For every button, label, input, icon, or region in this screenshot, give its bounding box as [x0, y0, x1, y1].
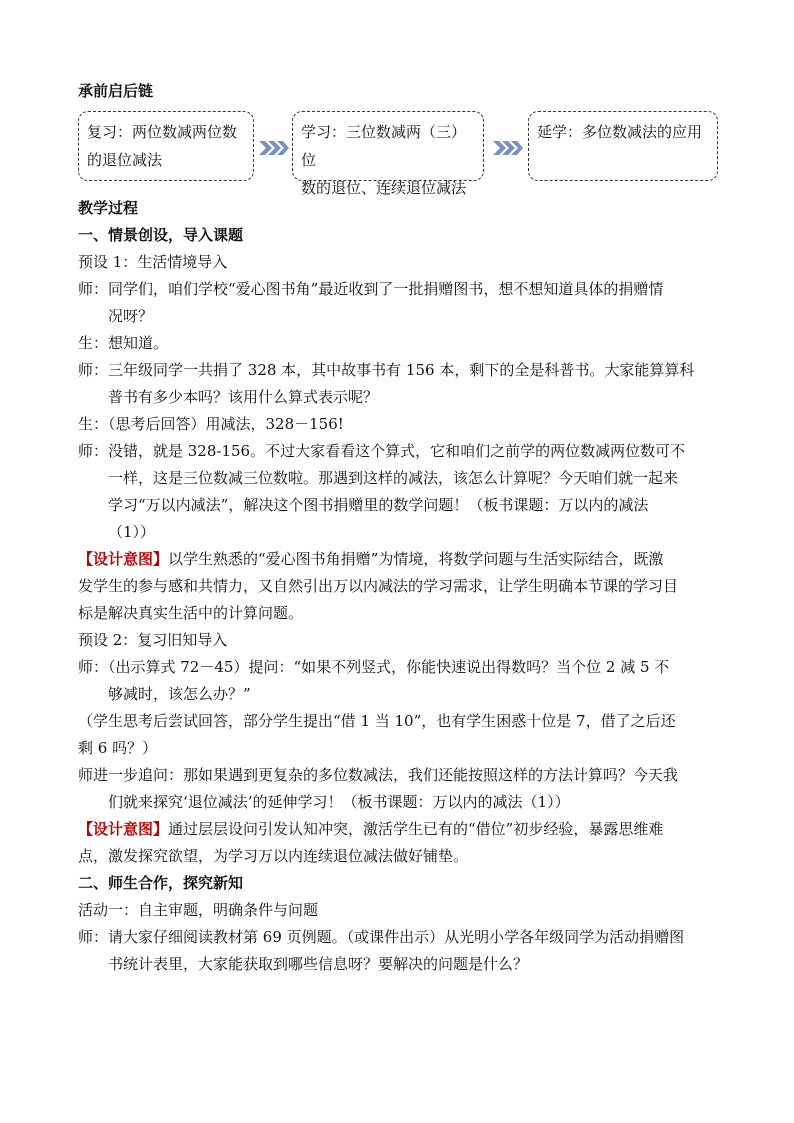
- text-line: （1））: [108, 523, 156, 541]
- text-line: 况呀？: [108, 307, 154, 325]
- paragraph-student-2: 生：（思考后回答）用减法，328－156!: [78, 415, 344, 433]
- heading-part2: 二、师生合作，探究新知: [78, 874, 244, 892]
- paragraph-teacher-6: [78, 924, 718, 978]
- flow-box-review-line2: 的退位减法: [87, 151, 163, 169]
- paragraph-student-note: [78, 708, 718, 762]
- heading-teaching-process: 教学过程: [78, 199, 139, 217]
- double-chevron-arrow-icon: [259, 141, 289, 155]
- text-line: 标是解决真实生活中的计算问题。: [78, 604, 304, 622]
- text-line: 够减时，该怎么办？”: [108, 685, 251, 703]
- design-intent-2: [78, 816, 718, 843]
- learning-flow-diagram: [78, 109, 718, 197]
- flow-box-learn: [292, 111, 484, 197]
- flow-box-review: [78, 111, 254, 181]
- text-line: （学生思考后尝试回答，部分学生提出“借 1 当 10”，也有学生困惑十位是 7，借了之后还: [78, 712, 676, 730]
- text-line: 们就来探究‘退位减法’的延伸学习！（板书课题：万以内的减法（1））: [108, 793, 570, 811]
- text-line: 师：（出示算式 72－45）提问：“如果不列竖式，你能快速说出得数吗？当个位 2 减 5 不: [78, 658, 670, 676]
- paragraph-teacher-2: [78, 357, 718, 411]
- text-line: 师进一步追问：那如果遇到更复杂的多位数减法，我们还能按照这样的方法计算吗？今天我: [78, 766, 679, 784]
- design-intent-tag: 【设计意图】: [78, 550, 169, 568]
- text-line: 书统计表里，大家能获取到哪些信息呀？要解决的问题是什么？: [108, 955, 529, 973]
- paragraph-teacher-3: [78, 438, 718, 546]
- text-line: 师：同学们，咱们学校“爱心图书角”最近收到了一批捐赠图书，想不想知道具体的捐赠情: [78, 280, 664, 298]
- text-line: 师：三年级同学一共捐了 328 本，其中故事书有 156 本，剩下的全是科普书。大家能算算科: [78, 361, 695, 379]
- activity1-label: 活动一：自主审题，明确条件与问题: [78, 901, 319, 919]
- paragraph-teacher-1: [78, 276, 718, 330]
- preset1-label: 预设 1：生活情境导入: [78, 253, 228, 271]
- design-intent-tag: 【设计意图】: [78, 820, 169, 838]
- section-heading-link: 承前启后链: [78, 82, 154, 100]
- text-line: 普书有多少本吗？该用什么算式表示呢？: [108, 388, 379, 406]
- text-line: 点，激发探究欲望，为学习万以内连续退位减法做好铺垫。: [78, 847, 469, 865]
- text-line: 剩 6 吗？）: [78, 739, 158, 757]
- document-page: [78, 78, 718, 978]
- text-line: 师：没错，就是 328-156。不过大家看看这个算式，它和咱们之前学的两位数减两位数可不: [78, 442, 686, 460]
- text-line: 以学生熟悉的“爱心图书角捐赠”为情境，将数学问题与生活实际结合，既激: [168, 550, 664, 568]
- text-line: 发学生的参与感和共情力，又自然引出万以内减法的学习需求，让学生明确本节课的学习目: [78, 577, 679, 595]
- text-line: 通过层层设问引发认知冲突，激活学生已有的“借位”初步经验，暴露思维难: [168, 820, 664, 838]
- paragraph-student-1: 生：想知道。: [78, 334, 169, 352]
- double-chevron-arrow-icon: [493, 141, 523, 155]
- paragraph-teacher-5: [78, 762, 718, 816]
- flow-box-learn-line2: 数的退位、连续退位减法: [301, 179, 467, 197]
- text-line: 学习“万以内减法”，解决这个图书捐赠里的数学问题！（板书课题：万以内的减法: [108, 496, 649, 514]
- flow-box-extend-line1: 延学：多位数减法的应用: [537, 123, 703, 141]
- paragraph-teacher-4: [78, 654, 718, 708]
- text-line: 师：请大家仔细阅读教材第 69 页例题。（或课件出示）从光明小学各年级同学为活动捐赠图: [78, 928, 685, 946]
- flow-box-review-line1: 复习：两位数减两位数: [87, 123, 238, 141]
- heading-part1: 一、情景创设，导入课题: [78, 226, 244, 244]
- preset2-label: 预设 2：复习旧知导入: [78, 631, 228, 649]
- design-intent-1: [78, 546, 718, 573]
- flow-box-learn-line1: 学习：三位数减两（三）位: [301, 123, 467, 169]
- flow-box-extend: [528, 111, 718, 181]
- text-line: 一样，这是三位数减三位数啦。那遇到这样的减法，该怎么计算呢？今天咱们就一起来: [108, 469, 679, 487]
